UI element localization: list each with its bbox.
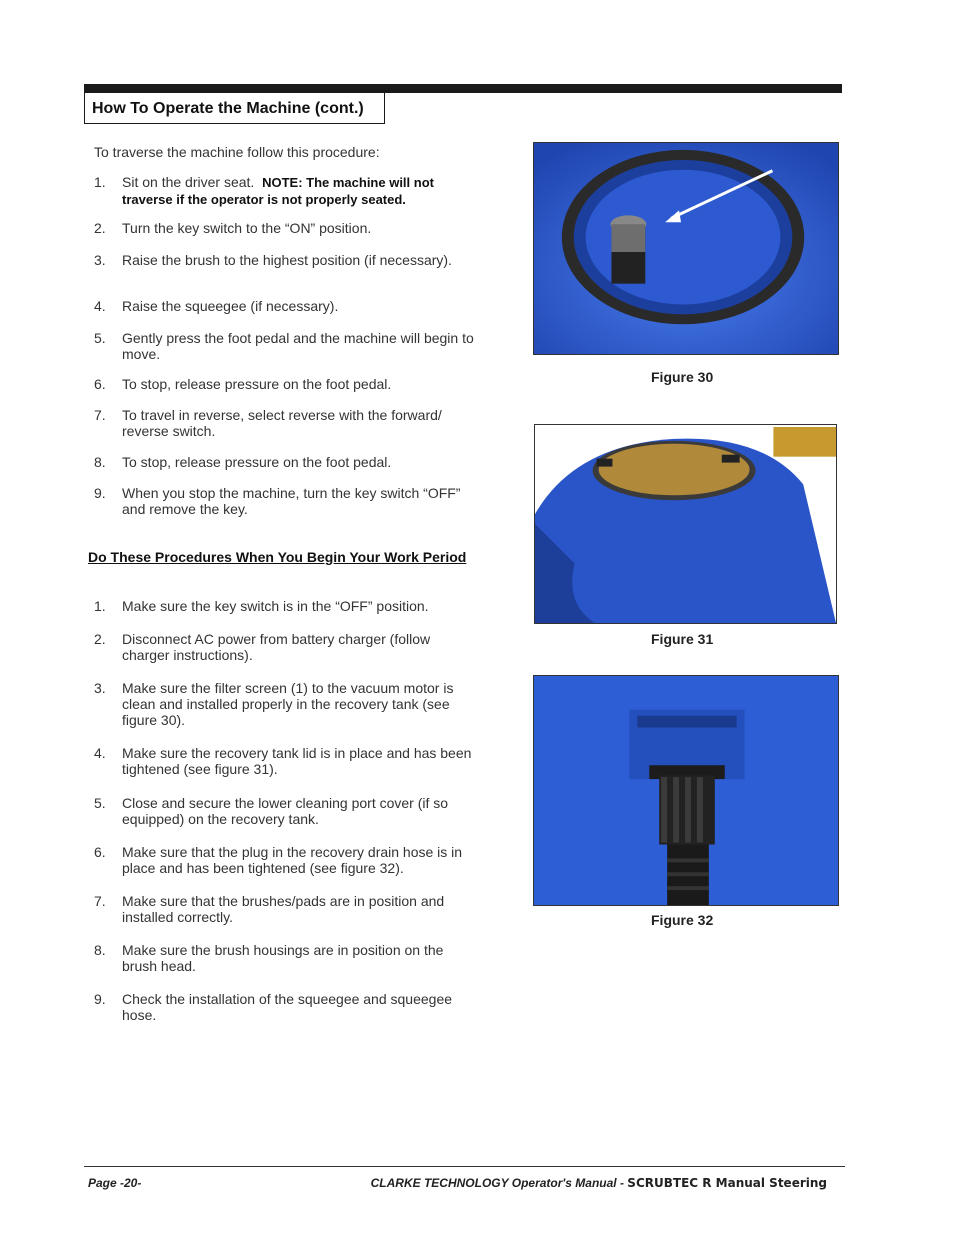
intro-text: To traverse the machine follow this procedure: [94,144,380,160]
section-title: How To Operate the Machine (cont.) [92,100,364,117]
footer-rule [84,1166,845,1167]
work-period-heading: Do These Procedures When You Begin Your Work Period [88,549,467,565]
figure-30-caption: Figure 30 [651,369,714,385]
page-number: Page -20- [88,1176,142,1190]
figure-30-photo [533,142,839,355]
footer-manual-title: CLARKE TECHNOLOGY Operator's Manual - SCRUBTEC R Manual Steering [370,1176,827,1190]
figure-31-photo [534,424,837,624]
figure-31-caption: Figure 31 [651,631,714,647]
figure-32-photo [533,675,839,906]
note-text: NOTE: The machine will not traverse if the operator is not properly seated. [122,175,434,207]
figure-32-caption: Figure 32 [651,912,714,928]
header-rule [84,84,842,93]
